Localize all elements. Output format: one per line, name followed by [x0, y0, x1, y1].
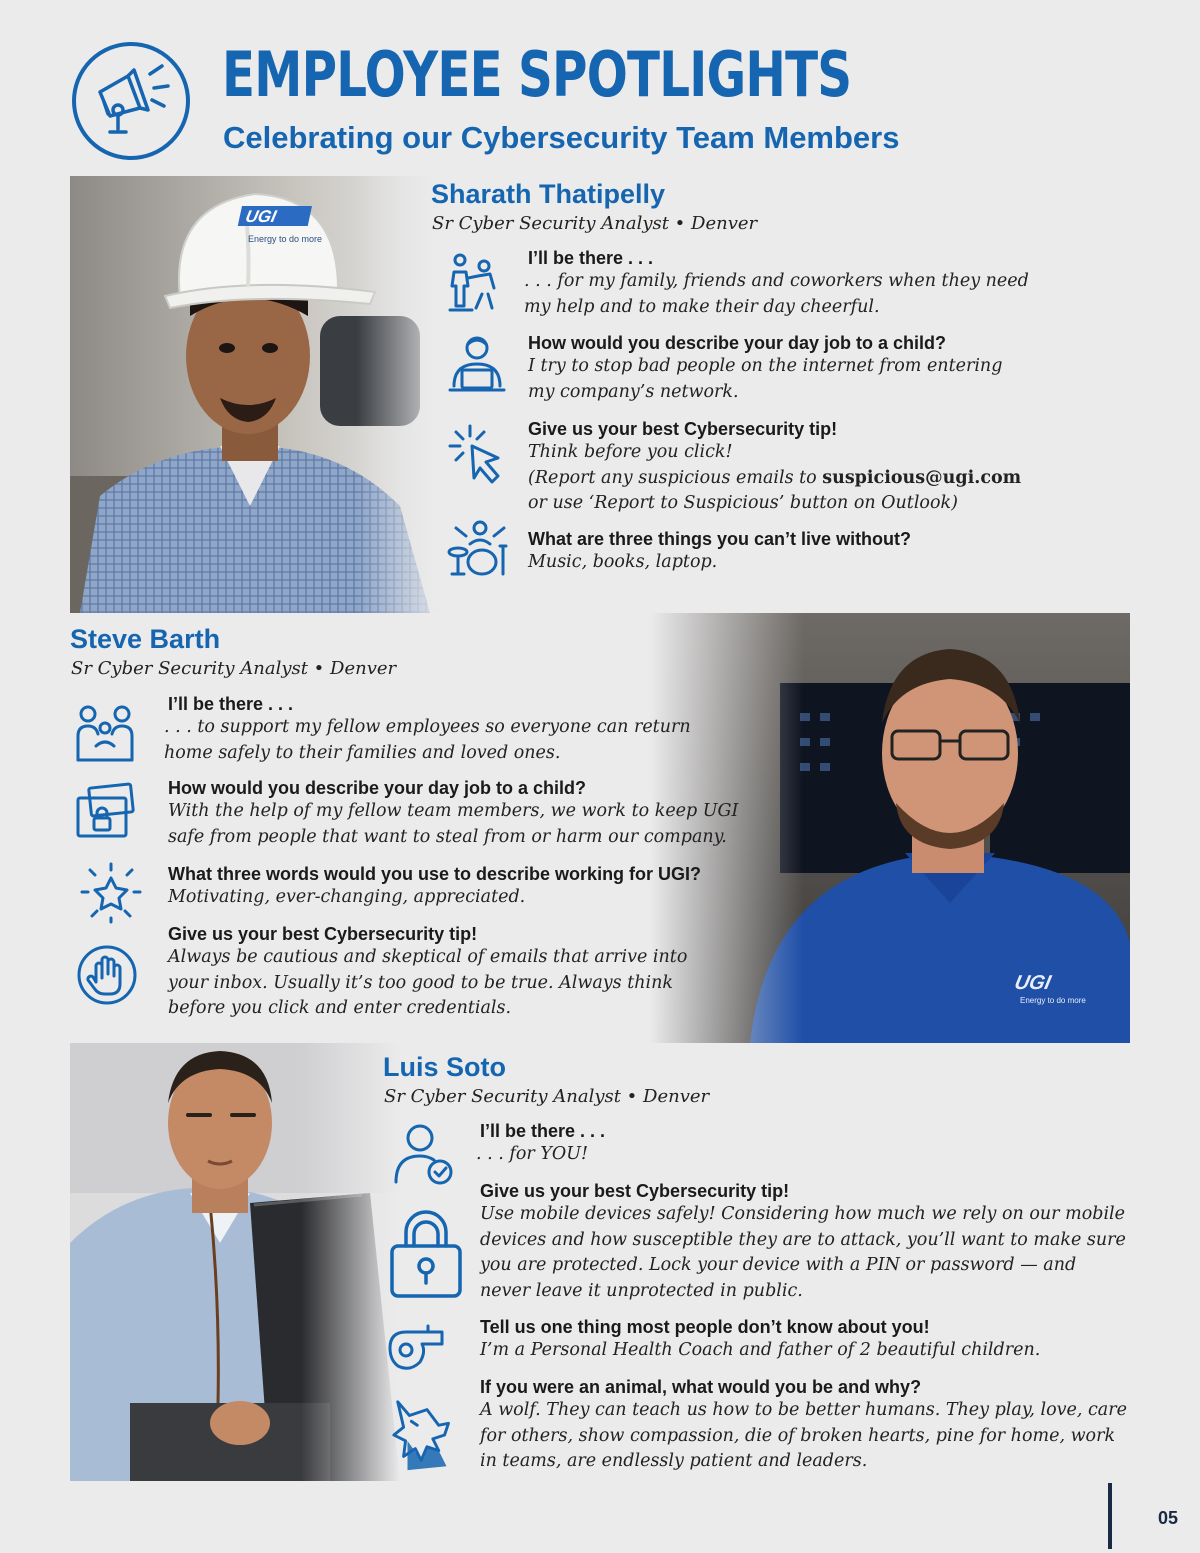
question-text: Tell us one thing most people don’t know about you!: [480, 1317, 930, 1337]
question-text: What are three things you can’t live without?: [528, 529, 912, 549]
answer-text: Use mobile devices safely! Considering how much we rely on our mobile devices and how susceptible they are to attack, you’ll want to make sure you are protected. Lock your device with a PIN or password — and never leave it unprotected in public.: [480, 1204, 1126, 1301]
answer-text: Music, books, laptop.: [528, 552, 718, 572]
star-burst-icon: [80, 862, 142, 924]
page-number: 05: [1157, 1508, 1178, 1528]
page-subtitle: Celebrating our Cybersecurity Team Members: [223, 120, 900, 155]
hand-stop-icon: [76, 944, 138, 1006]
email-link[interactable]: suspicious@ugi.com: [822, 467, 1022, 488]
question-text: If you were an animal, what would you be and why?: [480, 1377, 922, 1397]
employee-photo-luis: [70, 1043, 400, 1481]
qa-item: [168, 864, 778, 911]
question-text: Give us your best Cybersecurity tip!: [480, 1181, 790, 1201]
helping-hand-icon: [442, 250, 504, 312]
qa-item: [168, 924, 778, 1022]
question-text: I’ll be there . . .: [528, 248, 654, 268]
question-text: Give us your best Cybersecurity tip!: [528, 419, 838, 439]
question-text: I’ll be there . . .: [480, 1121, 606, 1141]
qa-item: [168, 778, 778, 850]
user-check-icon: [394, 1124, 456, 1186]
answer-text: Think before you click!: [528, 442, 733, 462]
employee-photo-sharath: [70, 176, 452, 613]
whistle-icon: [384, 1318, 446, 1380]
answer-text: Always be cautious and skeptical of emails that arrive into your inbox. Usually it’s too good to be true. Always think before you click and enter credentials.: [168, 947, 688, 1018]
wolf-icon: [388, 1396, 466, 1474]
page-number-divider: [1108, 1483, 1112, 1549]
qa-item: [476, 1121, 1090, 1168]
cursor-click-icon: [448, 424, 510, 486]
card-lock-icon: [74, 782, 136, 844]
answer-text: (Report any suspicious emails to suspicious@ugi.com: [528, 467, 1022, 488]
qa-item: [480, 1317, 1090, 1364]
answer-text: or use ‘Report to Suspicious’ button on Outlook): [528, 493, 958, 513]
question-text: How would you describe your day job to a child?: [528, 333, 947, 353]
megaphone-icon: [70, 40, 192, 162]
qa-item: [528, 529, 1138, 576]
qa-item: [524, 248, 1138, 320]
question-text: How would you describe your day job to a child?: [168, 778, 587, 798]
answer-text: A wolf. They can teach us how to be better humans. They play, love, care for others, show compassion, die of broken hearts, pine for home, work in teams, are endlessly patient and leaders.: [480, 1400, 1127, 1471]
padlock-icon: [388, 1210, 464, 1300]
qa-item: [480, 1181, 1126, 1304]
employee-name: Sharath Thatipelly: [431, 179, 666, 209]
answer-text: . . . for YOU!: [476, 1144, 588, 1164]
employee-name: Steve Barth: [70, 624, 221, 654]
qa-item: [164, 694, 778, 766]
answer-text: . . . to support my fellow employees so everyone can return home safely to their families and loved ones.: [164, 717, 691, 763]
employee-role: Sr Cyber Security Analyst • Denver: [71, 658, 397, 679]
family-icon: [74, 704, 136, 766]
answer-text: I try to stop bad people on the internet from entering my company’s network.: [528, 356, 1003, 402]
page-title: EMPLOYEE SPOTLIGHTS: [222, 38, 852, 111]
qa-item: [528, 419, 1138, 517]
drummer-icon: [446, 516, 508, 578]
question-text: Give us your best Cybersecurity tip!: [168, 924, 478, 944]
qa-item: [528, 333, 1138, 405]
person-laptop-icon: [446, 334, 508, 396]
qa-item: [480, 1377, 1127, 1475]
answer-text: With the help of my fellow team members, we work to keep UGI safe from people that want to steal from or harm our company.: [168, 801, 739, 847]
question-text: What three words would you use to describe working for UGI?: [168, 864, 702, 884]
answer-text: Motivating, ever-changing, appreciated.: [168, 887, 526, 907]
employee-name: Luis Soto: [383, 1052, 506, 1082]
employee-role: Sr Cyber Security Analyst • Denver: [432, 213, 758, 234]
employee-role: Sr Cyber Security Analyst • Denver: [384, 1086, 710, 1107]
answer-text: . . . for my family, friends and coworkers when they need my help and to make their day cheerful.: [524, 271, 1029, 317]
answer-text: I’m a Personal Health Coach and father of 2 beautiful children.: [480, 1340, 1041, 1360]
question-text: I’ll be there . . .: [168, 694, 294, 714]
